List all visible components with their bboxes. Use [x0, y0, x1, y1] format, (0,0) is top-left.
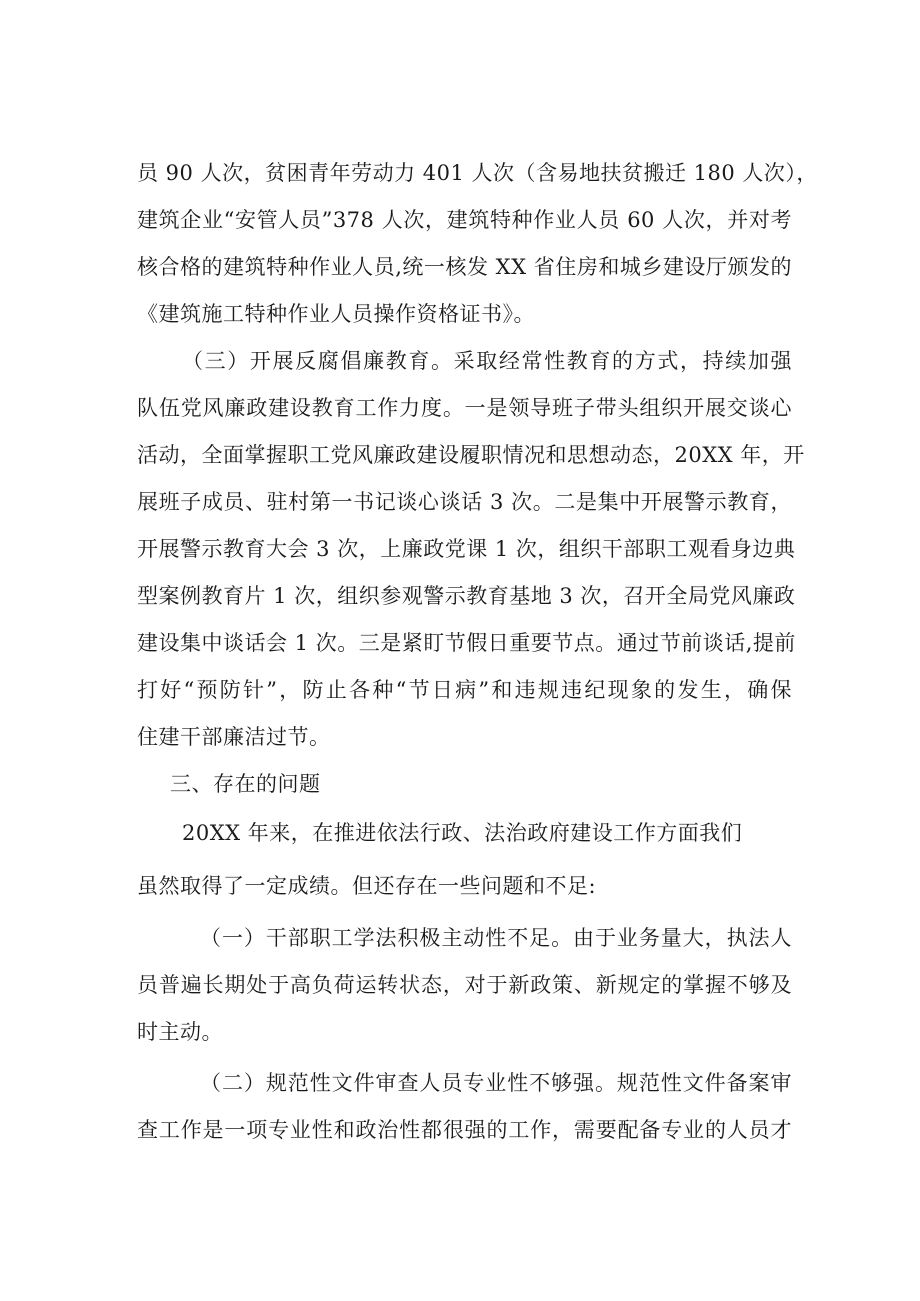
text-line: 型案例教育片 1 次，组织参观警示教育基地 3 次，召开全局党风廉政	[137, 584, 796, 608]
text-line: 虽然取得了一定成绩。但还存在一些问题和不足:	[137, 874, 597, 898]
text-line: 时主动。	[137, 1020, 223, 1044]
text-line: 展班子成员、驻村第一书记谈心谈话 3 次。二是集中开展警示教育，	[137, 490, 792, 514]
paragraph-heading-1: （一）干部职工学法积极主动性不足。由于业务量大，执法人	[200, 926, 792, 950]
text-line: 核合格的建筑特种作业人员,统一核发 XX 省住房和城乡建设厅颁发的	[137, 255, 792, 279]
text-line: 查工作是一项专业性和政治性都很强的工作，需要配备专业的人员才	[137, 1118, 792, 1142]
text-line: 《建筑施工特种作业人员操作资格证书》。	[137, 302, 535, 326]
text-line: 打好“预防针”，防止各种“节日病”和违规违纪现象的发生，确保	[137, 678, 792, 702]
paragraph-heading-2: （二）规范性文件审查人员专业性不够强。规范性文件备案审	[200, 1071, 792, 1095]
text-line: 员 90 人次，贫困青年劳动力 401 人次（含易地扶贫搬迁 180 人次），	[137, 161, 818, 185]
text-line: 住建干部廉洁过节。	[137, 725, 331, 749]
paragraph-heading-3: （三）开展反腐倡廉教育。采取经常性教育的方式，持续加强	[182, 349, 792, 373]
text-line: 建设集中谈话会 1 次。三是紧盯节假日重要节点。通过节前谈话,提前	[137, 631, 796, 655]
text-line: 活动，全面掌握职工党风廉政建设履职情况和思想动态，20XX 年，开	[137, 443, 805, 467]
text-line: 队伍党风廉政建设教育工作力度。一是领导班子带头组织开展交谈心	[137, 396, 792, 420]
text-line: 开展警示教育大会 3 次，上廉政党课 1 次，组织干部职工观看身边典	[137, 537, 796, 561]
section-heading: 三、存在的问题	[170, 772, 321, 796]
text-line: 20XX 年来，在推进依法行政、法治政府建设工作方面我们	[182, 821, 743, 845]
text-line: 员普遍长期处于高负荷运转状态，对于新政策、新规定的掌握不够及	[137, 973, 792, 997]
text-line: 建筑企业“安管人员”378 人次，建筑特种作业人员 60 人次，并对考	[137, 208, 792, 232]
